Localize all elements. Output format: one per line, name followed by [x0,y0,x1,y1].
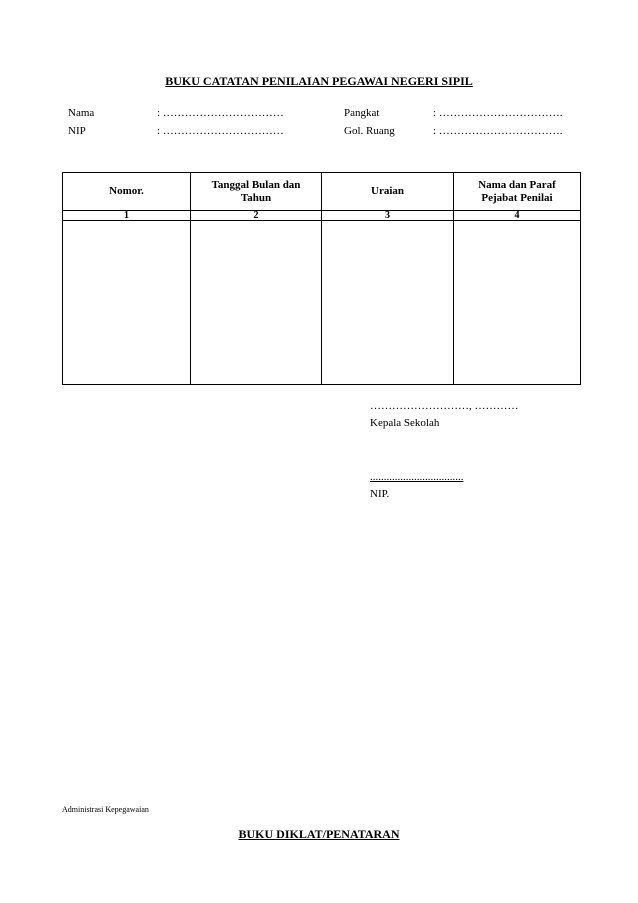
assessment-table [62,172,581,385]
column-number-1: 1 [63,211,191,221]
document-title: BUKU CATATAN PENILAIAN PEGAWAI NEGERI SIPIL [165,74,473,88]
header-uraian: Uraian [322,173,454,211]
nip-value: : …………………………… [157,125,284,137]
column-number-3: 3 [322,211,454,221]
signature-nip: NIP. [370,488,390,500]
table-header-row [63,173,581,211]
nama-label: Nama [68,107,95,119]
table-body-row [63,221,581,385]
column-number-4: 4 [454,211,581,221]
table-number-row [63,211,581,221]
signature-role: Kepala Sekolah [370,417,440,429]
next-section-title: BUKU DIKLAT/PENATARAN [238,827,400,841]
cell-tanggal[interactable] [191,221,322,385]
cell-pejabat[interactable] [454,221,581,385]
signature-name-line: .................................. [370,471,464,483]
signature-place-date: ………………………, ………… [370,400,519,412]
header-tanggal: Tanggal Bulan dan Tahun [191,173,322,211]
footer-label: Administrasi Kepegawaian [62,805,149,814]
column-number-2: 2 [191,211,322,221]
cell-nomor[interactable] [63,221,191,385]
gol-ruang-value: : ……………………………. [433,125,563,137]
nip-label: NIP [68,125,86,137]
pangkat-label: Pangkat [344,107,380,119]
gol-ruang-label: Gol. Ruang [344,125,395,137]
header-nomor: Nomor. [63,173,191,211]
pangkat-value: : ……………………………. [433,107,563,119]
cell-uraian[interactable] [322,221,454,385]
nama-value: : …………………………… [157,107,284,119]
header-pejabat: Nama dan Paraf Pejabat Penilai [454,173,581,211]
